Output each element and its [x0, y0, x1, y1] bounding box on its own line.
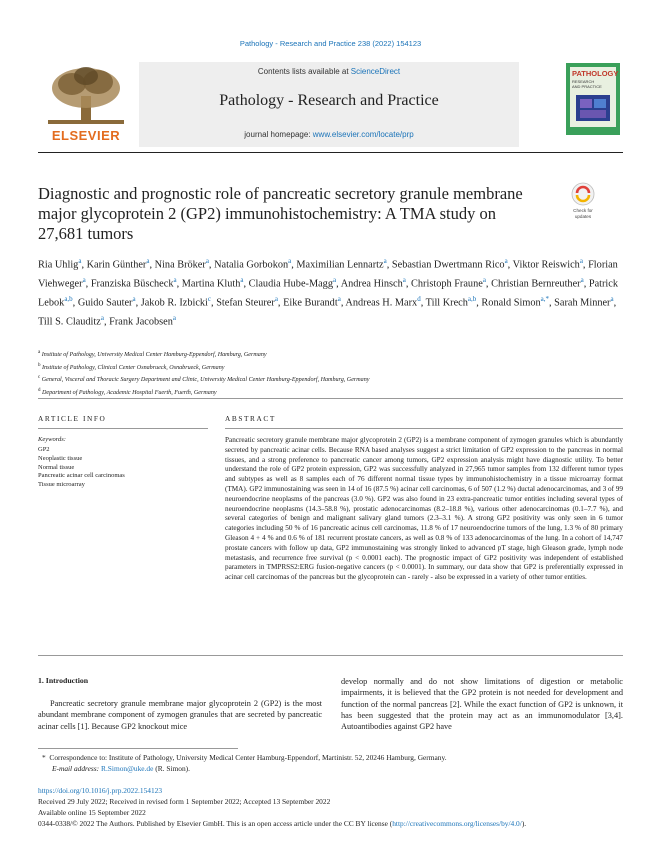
affiliation-list — [38, 348, 623, 398]
author-affiliation-marker[interactable]: a — [288, 257, 292, 265]
author-affiliation-marker[interactable]: a — [580, 275, 584, 284]
author-name[interactable]: Till Krech — [425, 297, 468, 309]
header-divider — [38, 398, 623, 399]
author-affiliation-marker[interactable]: a — [383, 257, 387, 265]
author-name[interactable]: Stefan Steurer — [216, 297, 275, 309]
author-name[interactable]: Andrea Hinsch — [340, 278, 403, 290]
introduction-column-1: Pancreatic secretory granule membrane major glycoprotein 2 (GP2) is the most abundant membrane component of zymogen granules that are secreted by pancreatic acinar cells [1]. Because GP2 knockout mice — [38, 699, 322, 731]
author-affiliation-marker[interactable]: a — [240, 275, 244, 284]
author-affiliation-marker[interactable]: a — [205, 257, 209, 265]
author-name[interactable]: Sebastian Dwertmann Rico — [391, 259, 505, 271]
author-name[interactable]: Martina Kluth — [181, 278, 241, 290]
abstract-rule — [225, 428, 623, 429]
affiliation-text: General, Visceral and Thoracic Surgery Department and Clinic, University Medical Center Hamburg-Eppendorf, Hamburg, Germany — [40, 377, 370, 384]
author-name[interactable]: Frank Jacobsen — [109, 316, 173, 328]
author-name[interactable]: Eike Burandt — [283, 297, 338, 309]
article-title: Diagnostic and prognostic role of pancreatic secretory granule membrane major glycoprotein 2 (GP2) immunohistochemistry: A TMA study on 27,681 tumors — [38, 184, 523, 243]
license-line: 0344-0338/© 2022 The Authors. Published by Elsevier GmbH. This is an open access article under the CC BY license (http://creativecommons.org/licenses/by/4.0/). — [38, 819, 527, 828]
article-metadata — [38, 785, 623, 829]
keyword-item: Pancreatic acinar cell carcinomas — [38, 472, 125, 480]
keyword-item: Neoplastic tissue — [38, 454, 83, 462]
keyword-item: Tissue microarray — [38, 481, 85, 489]
keywords-label: Keywords: — [38, 436, 66, 443]
author-affiliation-marker[interactable]: a — [504, 257, 508, 265]
affiliation-text: Institute of Pathology, Clinical Center Osnabrueck, Osnabrueck, Germany — [40, 364, 225, 371]
author-affiliation-marker[interactable]: a — [274, 294, 278, 303]
author-affiliation-marker[interactable]: a,b — [64, 294, 73, 303]
author-affiliation-marker[interactable]: a — [100, 313, 104, 322]
online-date: Available online 15 September 2022 — [38, 808, 146, 817]
author-name[interactable]: Andreas H. Marx — [345, 297, 418, 309]
author-affiliation-marker[interactable]: a — [402, 275, 406, 284]
email-suffix: (R. Simon). — [155, 763, 190, 773]
author-name[interactable]: Nina Bröker — [154, 259, 206, 271]
author-affiliation-marker[interactable]: a — [173, 275, 177, 284]
contents-line: Contents lists available at ScienceDirect — [257, 67, 401, 76]
author-affiliation-marker[interactable]: a — [610, 294, 614, 303]
affiliation-item — [38, 361, 623, 374]
author-name[interactable]: Patrick Lebok — [38, 278, 619, 309]
abstract-text: Pancreatic secretory granule membrane major glycoprotein 2 (GP2) is a membrane component of zymogen granules which is abundantly secreted by pancreatic acinar cells. Because RNA based analyses suggest a strict limitation of GP2 expression to the pancreas in normal tissues, and a strong preference to pancreatic cancer among tumors, GP2 expression analysis might have diagnostic utility. To better understand the role of GP2 protein expression, GP2 was successfully analyzed in 27,965 tumor samples from 132 different tumor types and subtypes as well as 8 samples each of 76 different normal tissue types by immunohistochemistry in a tissue microarray format (TMA). GP2 immunostaining was seen in 14 of 16 (87.5 %) acinar cell carcinomas, 6 of 507 (1.2 %) ductal adenocarcinomas, and 3 of 99 neuroendocrine neoplasms of the pancreas (3.0 %). GP2 was also found in 23 extra-pancreatic tumor entities including several types of neuroendocrine neoplasms (14.3–58.8 %), prostatic adenocarcinomas (8.2–18.8 %), various other adenocarcinomas (0.1–7.7 %), and several categories of benign and malignant salivary gland tumors (2.3–3.1 %). A strong GP2 positivity was only seen in 6 tumor categories including 50 % of 16 pancreatic acinus cell carcinomas, 11.8 % of 17 neuroendocrine tumors of the lung, 1.3 % of 80 primary Gleason 4 + 4 % and 0.6 % of 181 recurrent prostate cancers, as well as 0.8 % of 133 adenocarcinomas of the lung. In a cohort of 14,747 prostate cancers with follow up data, GP2 immunostaining was strongly linked to advanced pT stage, high Gleason grade, lymph node metastasis, and recurrence free survival (p < 0.0001 each). The prognostic impact of GP2 positivity was independent of established parameters in TMPRSS2:ERG fusion-negative cancers (p < 0.0001). In summary, our data show that GP2 is preferentially expressed in acinar cell carcinomas of the pancreas but the glycoprotein can - rarely - also be expressed in a variety of other tumor entities. — [225, 436, 623, 582]
keyword-item: Normal tissue — [38, 463, 75, 471]
author-affiliation-marker[interactable]: a — [78, 257, 82, 265]
author-name[interactable]: Christoph Fraune — [411, 278, 483, 290]
author-affiliation-marker[interactable]: a — [172, 313, 177, 322]
keyword-list — [38, 446, 125, 490]
svg-text:Check for: Check for — [573, 208, 593, 213]
author-list: Ria Uhlig$^a$, Karin Günther$^a$, Nina Bröker$^a$, Natalia Gorbokon$^a$, Maximilian Lennartz$^a$, Sebastian Dwertmann Rico$^a$, Viktor Reiswich$^a$, Florian Viehweger$^a$, Franziska Büscheck$^a$, Martina Kluth$^a$, Claudia Hube-Magg$^a$, Andrea Hinsch$^a$, Christoph Fraune$^a$, Christian Bernreuther$^a$, Patrick Lebok$^{a,b}$, Guido Sauter$^a$, Jakob R. Izbicki$^c$, Stefan Steurer$^a$, Eike Burandt$^a$, Andreas H. Marx$^d$, Till Krech$^{a,b}$, Ronald Simon$^{a,*}$, Sarah Minner$^a$, Till S. Clauditz$^a$, Frank Jacobsen$^a$ — [38, 257, 619, 328]
journal-header-box — [139, 62, 519, 147]
author-affiliation-marker[interactable]: d — [417, 294, 421, 303]
author-affiliation-marker[interactable]: a — [146, 257, 150, 265]
author-affiliation-marker[interactable]: a,* — [540, 294, 549, 303]
email-label: E-mail address: — [52, 763, 100, 773]
sciencedirect-link[interactable]: ScienceDirect — [350, 67, 401, 76]
author-name[interactable]: Ronald Simon — [481, 297, 541, 309]
elsevier-logo: ELSEVIER — [51, 128, 121, 143]
author-affiliation-marker[interactable]: c — [207, 294, 212, 303]
article-info-heading: ARTICLE INFO — [38, 414, 107, 423]
author-affiliation-marker[interactable]: a — [82, 275, 86, 284]
footnote-rule — [38, 748, 238, 749]
homepage-link[interactable]: www.elsevier.com/locate/prp — [312, 130, 414, 139]
author-name[interactable]: Claudia Hube-Magg — [248, 278, 333, 290]
author-name[interactable]: Natalia Gorbokon — [214, 259, 289, 271]
author-affiliation-marker[interactable]: a — [332, 275, 337, 284]
author-name[interactable]: Jakob R. Izbicki — [140, 297, 208, 309]
author-affiliation-marker[interactable]: a — [132, 294, 136, 303]
running-head: Pathology - Research and Practice 238 (2022) 154123 — [239, 39, 422, 48]
check-for-updates-badge[interactable] — [566, 181, 600, 221]
journal-banner — [38, 62, 623, 147]
keyword-item: GP2 — [38, 446, 50, 453]
author-name[interactable]: Viktor Reiswich — [512, 259, 580, 271]
abstract-heading: ABSTRACT — [225, 414, 276, 423]
email-link[interactable]: R.Simon@uke.de — [101, 763, 154, 773]
correspondence-text: Correspondence to: Institute of Pathology, University Medical Center Hamburg-Eppendorf, Martinistr. 52, 20246 Hamburg, Germany. — [49, 753, 447, 762]
license-link[interactable]: http://creativecommons.org/licenses/by/4.0/ — [392, 819, 522, 828]
affiliation-text: Department of Pathology, Academic Hospital Fuerth, Fuerth, Germany — [40, 389, 217, 396]
affiliation-label: c — [38, 375, 41, 381]
affiliation-item — [38, 386, 623, 399]
author-name[interactable]: Ria Uhlig — [38, 259, 79, 271]
affiliation-label: a — [38, 350, 41, 355]
author-affiliation-marker[interactable]: a — [337, 294, 341, 303]
journal-cover-image — [566, 63, 620, 135]
author-name[interactable]: Karin Günther — [86, 259, 147, 271]
affiliation-label: d — [38, 387, 41, 393]
author-name[interactable]: Franziska Büscheck — [90, 278, 174, 290]
doi-link[interactable]: https://doi.org/10.1016/j.prp.2022.154123 — [38, 786, 163, 795]
author-name[interactable]: Till S. Clauditz — [38, 316, 101, 328]
received-dates: Received 29 July 2022; Received in revised form 1 September 2022; Accepted 13 September 2022 — [38, 797, 331, 806]
svg-text:PATHOLOGY: PATHOLOGY — [572, 69, 619, 78]
affiliation-item — [38, 348, 623, 361]
affiliation-item — [38, 373, 623, 386]
affiliation-label: b — [38, 362, 41, 368]
author-affiliation-marker[interactable]: a — [579, 257, 583, 265]
journal-name: Pathology - Research and Practice — [219, 92, 439, 109]
author-affiliation-marker[interactable]: a,b — [467, 294, 477, 303]
affiliation-text: Institute of Pathology, University Medical Center Hamburg-Eppendorf, Hamburg, Germany — [40, 352, 267, 359]
author-name[interactable]: Maximilian Lennartz — [296, 259, 384, 271]
correspondence-footnote: * Correspondence to: Institute of Pathology, University Medical Center Hamburg-Eppendorf, Martinistr. 52, 20246 Hamburg, Germany. E-mail address: R.Simon@uke.de (R. Simon). — [42, 753, 447, 773]
banner-rule — [38, 152, 623, 153]
author-affiliation-marker[interactable]: a — [482, 275, 486, 284]
abstract-bottom-rule — [38, 655, 623, 656]
article-info-rule — [38, 428, 208, 429]
author-name[interactable]: Guido Sauter — [77, 297, 133, 309]
introduction-column-2: develop normally and do not show limitations of digestion or metabolic impairments, it is believed that the GP2 protein is not needed for development and function of the normal pancreas [2]. While the exact function of GP2 is unknown, it has been suggested that the protein may act as an immunomodulator [3,4]. Autoantibodies against GP2 have — [341, 677, 623, 732]
introduction-heading: 1. Introduction — [38, 676, 89, 685]
homepage-line: journal homepage: www.elsevier.com/locate/prp — [244, 130, 414, 139]
author-name[interactable]: Florian Viehweger — [38, 259, 618, 290]
svg-text:updates: updates — [574, 214, 592, 219]
author-name[interactable]: Sarah Minner — [554, 297, 611, 309]
svg-text:AND PRACTICE: AND PRACTICE — [572, 84, 602, 89]
svg-text:RESEARCH: RESEARCH — [572, 79, 595, 84]
author-name[interactable]: Christian Bernreuther — [491, 278, 581, 290]
